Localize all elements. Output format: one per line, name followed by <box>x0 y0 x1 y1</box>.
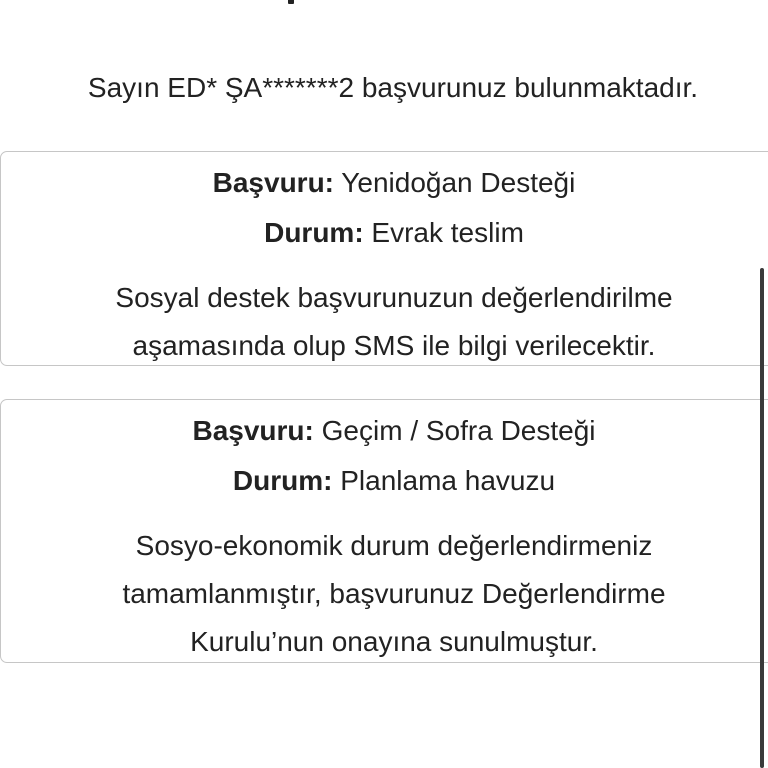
application-card-living-support <box>0 399 768 663</box>
application-row <box>1 406 768 456</box>
status-label: Durum: <box>264 217 364 248</box>
application-card-newborn-support <box>0 151 768 366</box>
status-description <box>1 522 768 666</box>
application-label: Başvuru: <box>212 167 335 198</box>
application-label: Başvuru: <box>192 415 314 446</box>
status-row <box>1 456 768 506</box>
application-value: Geçim / Sofra Desteği <box>321 415 596 446</box>
status-description <box>1 274 768 370</box>
status-value: Planlama havuzu <box>340 465 556 496</box>
description-line: tamamlanmıştır, başvurunuz Değerlendirme <box>122 578 666 609</box>
description-line: aşamasında olup SMS ile bilgi verilecektir. <box>132 330 656 361</box>
clipped-text-fragment <box>288 0 294 4</box>
description-line: Sosyal destek başvurunuzun değerlendirilme <box>115 282 673 313</box>
status-value: Evrak teslim <box>371 217 524 248</box>
status-label: Durum: <box>232 465 333 496</box>
application-value: Yenidoğan Desteği <box>341 167 576 198</box>
application-row <box>1 158 768 208</box>
description-line: Kurulu’nun onayına sunulmuştur. <box>190 626 598 657</box>
vertical-scrollbar[interactable] <box>760 268 764 768</box>
greeting-text: Sayın ED* ŞA*******2 başvurunuz bulunmaktadır. <box>87 72 699 103</box>
status-row <box>1 208 768 258</box>
description-line: Sosyo-ekonomik durum değerlendirmeniz <box>135 530 653 561</box>
